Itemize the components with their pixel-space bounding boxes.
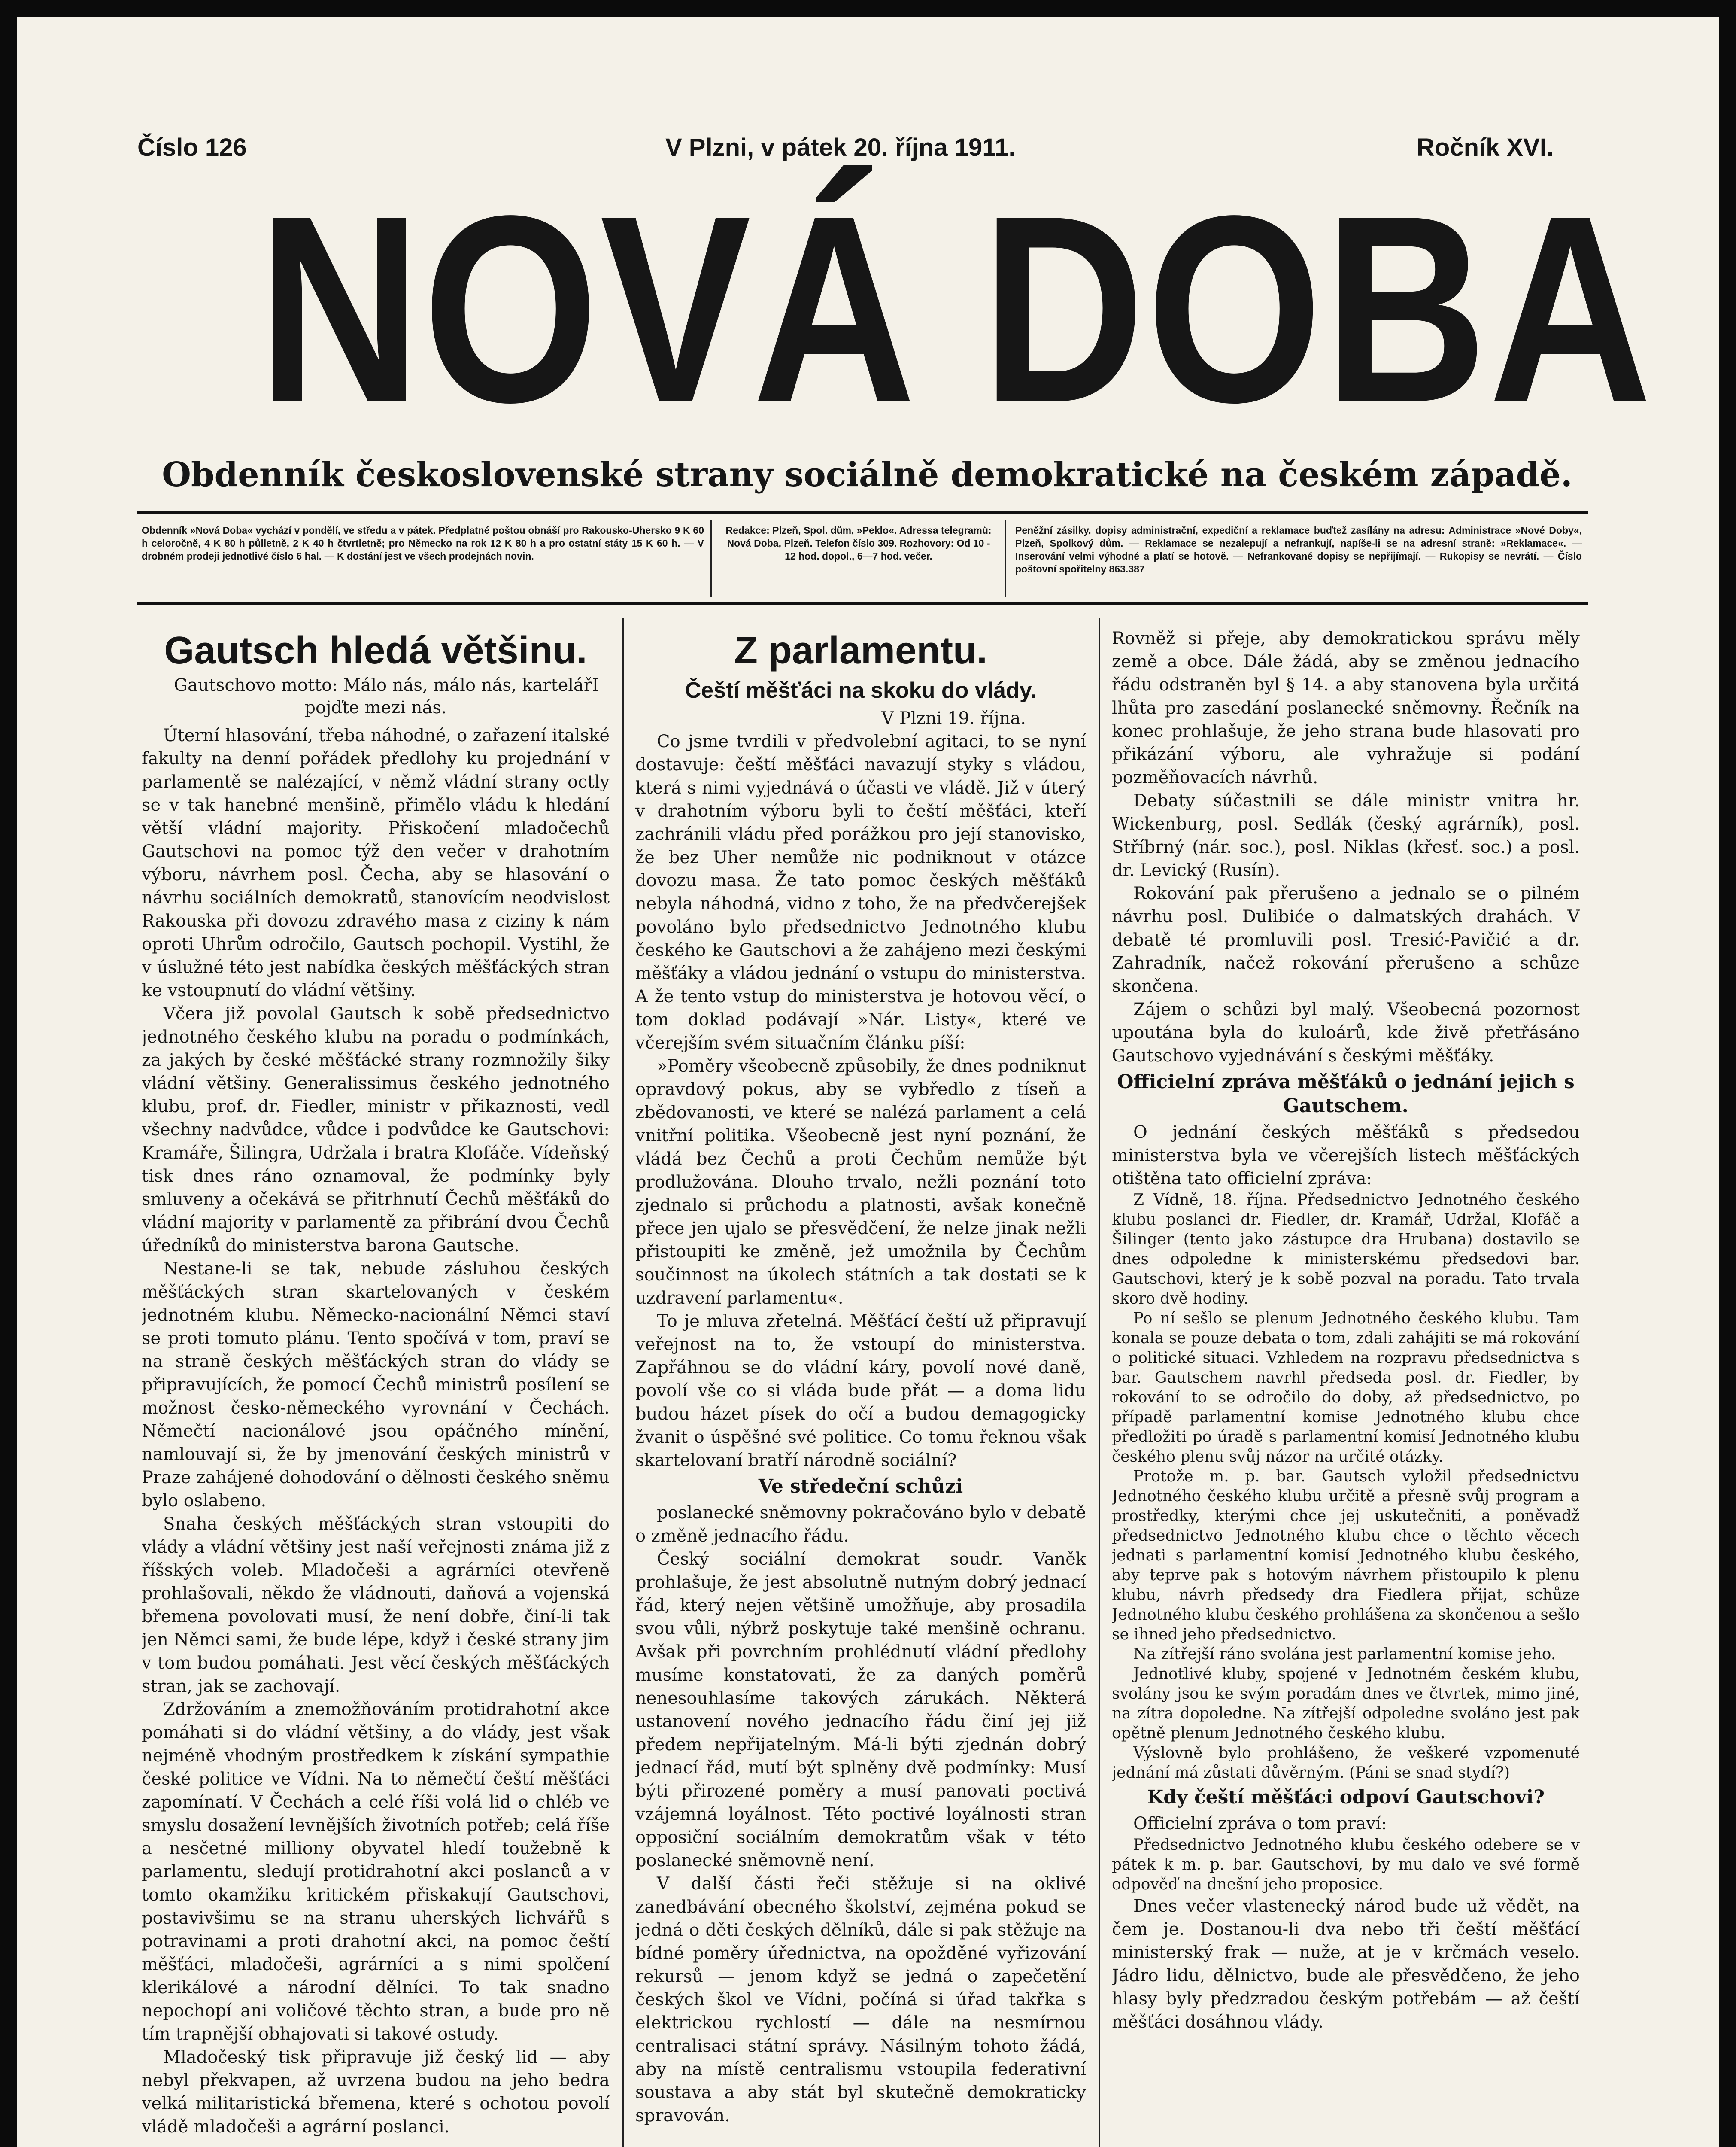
info-divider-2 bbox=[1005, 520, 1006, 597]
paragraph: To je mluva zřetelná. Měšťácí čeští už připravují veřejnost na to, že vstoupí do ministerstva. Zapřáhnou se do vládní káry, povolí nové daně, povolí vše co si vláda bude přát — a doma lidu budou házet písek do očí a budou demagogicky žvanit o úspěšné své politice. Co tomu řeknou však skartelovaní bratří národně sociální? bbox=[635, 1311, 1086, 1470]
official-paragraph: Po ní sešlo se plenum Jednotného českého klubu. Tam konala se pouze debata o tom, zdali zahájiti se má rokování o politické situaci. Vzhledem na rozpravu předsednictva s bar. Gautschem navrhl předseda posl. dr. Fiedler, by rokování to se odročilo do doby, až předsednictvo, po případě parlamentní komise Jednotného klubu chce předložiti po úradě s parlamentní komisí Jednotného klubu českého plenu svůj názor na určité otázky. bbox=[1112, 1310, 1580, 1466]
column-divider-1 bbox=[622, 618, 624, 2147]
article-parliament bbox=[635, 627, 1086, 2147]
paragraph: Včera již povolal Gautsch k sobě předsednictvo jednotného českého klubu na poradu o podmínkách, za jakých by české měšťácké strany rozmnožily šiky vládní většiny. Generalissimus českého jednotného klubu, prof. dr. Fiedler, ministr v přikaznosti, vedl všechny nadvůdce, vůdce i podvůdce ke Gautschovi: Kramáře, Šilingra, Udržala i bratra Klofáče. Vídeňský tisk dnes ráno oznamoval, že podmínky byly smluveny a očekává se přitrhnutí Čechů měšťáků do vládní majority v parlamentě za přibrání dvou Čechů úředníků do ministerstva barona Gautsche. bbox=[142, 1004, 610, 1256]
subhead-session: Ve středeční schůzi bbox=[758, 1475, 963, 1497]
paragraph: Český sociální demokrat soudr. Vaněk prohlašuje, že jest absolutně nutným dobrý jednací řád, který nejen většině umožňuje, aby prosadila svou vůli, nýbrž poskytuje také menšině ochranu. Avšak při povrchním prohlédnutí vládní předlohy musíme konstatovati, že za daných poměrů nenesouhlasíme takových zárukách. Některá ustanovení nového jednacího řádu činí jej již předem nepřijatelným. Má-li býti zjednán dobrý jednací řád, mutí být splněny dvě podmínky: Musí býti přirozené poměry a musí panovati poctivá vzájemná loyálnost. Této poctivé loyálnosti stran opposiční sociálním demokratům však v této poslanecké sněmovně není. bbox=[635, 1549, 1086, 1870]
administration-info: Peněžní zásilky, dopisy administrační, expediční a reklamace buďtež zasílány na adresu: Administrace »Nové Doby«, Plzeň, Spolkový dům. — Reklamace se nezalepují a nefrankují, napíše-li se na adresní straně: »Reklamace«. — Inserování velmi výhodné a platí se hotově. — Nefrankované dopisy se nepřijímají. — Rukopisy se nevrátí. — Číslo poštovní spořitelny 863.387 bbox=[1015, 525, 1582, 575]
paragraph: Mladočeský tisk připravuje již český lid — aby nebyl překvapen, až uvrzena budou na jeho bedra velká militaristická břemena, které s ochotou povolí vládě mladočeši a agrární poslanci. bbox=[142, 2047, 610, 2137]
paragraph: Zájem o schůzi byl malý. Všeobecná pozornost upoutána byla do kuloárů, kde živě přetřásáno Gautschovo vyjednávání s českými měšťáky. bbox=[1112, 1000, 1580, 1066]
article-gautsch bbox=[142, 627, 610, 2147]
paragraph: Zdržováním a znemožňováním protidrahotní akce pomáhati si do vládní většiny, a do vlády, jest však nejméně vhodným prostředkem k získání sympathie české politice ve Vídni. Na to němečtí čeští měšťáci zapomínatí. V Čechách a celé říši volá lid o chléb ve smyslu dosažení levnějších životních potřeb; celá říše a nesčetné milliony obyvatel hledí toužebně k parlamentu, sledují protidrahotní akci poslanců a v tomto okamžiku kritickém přiskakují Gautschovi, postavivšimu se na stranu uherských lichvářů s potravinami a proti drahotní akci, na pomoc čeští měšťáci, mladočeši, agrárníci a s nimi spolčení klerikálové a národní dělníci. To tak snadno nepochopí ani voličové těchto stran, a bude pro ně tím trapnější obhajovati si takové ostudy. bbox=[142, 1700, 610, 2044]
issue-volume: Ročník XVI. bbox=[1417, 134, 1554, 161]
official-paragraph: Protože m. p. bar. Gautsch vyložil předsednictvu Jednotného českého klubu určitě a přesně svůj program a prostředky, kterými chce jej uskutečniti, a poněvadž předsednictvo Jednotného klubu chce o těchto věcech jednati s parlamentní komisí Jednotného klubu českého, aby teprve pak s hotovým návrhem přistoupilo k plenu klubu, návrh předsedy dra Fiedlera přijat, schůze Jednotného klubu českého prohlášena za skončenou a sešlo se ihned jeho předsednictvo. bbox=[1112, 1468, 1580, 1643]
editorial-info: Redakce: Plzeň, Spol. dům, »Peklo«. Adressa telegramů: Nová Doba, Plzeň. Telefon číslo 309. Rozhovory: Od 10 - 12 hod. dopol., 6—7 hod. večer. bbox=[725, 525, 992, 562]
header-rule-bottom bbox=[137, 602, 1588, 605]
paragraph: Úterní hlasování, třeba náhodné, o zařazení italské fakulty na denní pořádek předlohy ku projednání v parlamentě se nalézající, v němž vládní strany octly se v tak hanebné menšině, přimělo vládu k hledání větší vládní majority. Přiskočení mladočechů Gautschovi na pomoc týž den večer v drahotním výboru, návrhem posl. Čecha, aby se hlasování o návrhu sociálních demokratů, stanovícím neodvislost Rakouska při dovozu zdravého masa z ciziny k nám oproti Uhrům odročilo, Gautsch pochopil. Vystihl, že v úslužné této jest nabídka českých měšťáckých stran ke vstoupnutí do vládní většiny. bbox=[142, 726, 610, 1001]
paragraph: Officielní zpráva o tom praví: bbox=[1133, 1814, 1387, 1834]
issue-number: Číslo 126 bbox=[137, 134, 247, 161]
paragraph: V další části řeči stěžuje si na oklivé zanedbávání obecného školství, zejména pokud se jedná o děti českých dělníků, dále si pak stěžuje na bídné poměry úřednictva, na opožděné vyřizování rekursů — jenom když se jedná o zapečetění českých škol ve Vídni, počíná si úřad takřka s elektrickou rychlostí — dále na nesmírnou centralisaci státní správy. Násilným tohoto žádá, aby na místě centralismu vstoupila federativní soustava a aby stát byl skutečně demokraticky spravován. bbox=[635, 1874, 1086, 2126]
paragraph: Snaha českých měšťáckých stran vstoupiti do vlády a vládní většiny jest naší veřejnosti známa již z říšských voleb. Mladočeši a agrárníci otevřeně prohlašovali, někdo že vládnouti, daňová a vojenská břemena povolovati musí, že není dobře, činí-li tak jen Němci sami, že bude lépe, když i české strany jim v tom budou pomáhati. Jest věcí českých měšťáckých stran, jak se zachovají. bbox=[142, 1514, 610, 1696]
paragraph: »Poměry všeobecně způsobily, že dnes podniknut opravdový pokus, aby se vybředlo z tíseň a zbědovanosti, ve které se nalézá parlament a celá vnitřní politika. Všeobecně jest nyní poznání, že vládá bez Čechů a proti Čechům nemůže být prodlužována. Dlouho trvalo, nežli poznání toto zjednalo si průchodu a platnosti, avšak konečně přece jen ujalo se přesvědčení, že nelze jinak nežli přistoupiti ke změně, jež umožnila by Čechům součinnost na úkolech státních a tak dostati se k uzdravení parlamentu«. bbox=[635, 1056, 1086, 1308]
official-paragraph: Výslovně bylo prohlášeno, že veškeré vzpomenuté jednání má zůstati důvěrným. (Páni se snad stydí?) bbox=[1112, 1744, 1580, 1782]
info-divider-1 bbox=[710, 520, 712, 597]
masthead-subtitle: Obdenník československé strany sociálně demokratické na českém západě. bbox=[162, 455, 1572, 494]
dateline: V Plzni 19. října. bbox=[881, 709, 1026, 728]
subscription-info: Obdenník »Nová Doba« vychází v pondělí, ve středu a v pátek. Předplatné poštou obnáší pro Rakousko-Uhersko 9 K 60 h celoročně, 4 K 80 h půlletně, 2 K 40 h čtvrtletně; pro Německo na rok 12 K 80 h a pro ostatní státy 15 K 60 h. — V drobném prodeji jednotlivé číslo 6 hal. — K dostání jest ve všech prodejnách novin. bbox=[142, 525, 704, 562]
headline-parliament: Z parlamentu. bbox=[734, 629, 988, 672]
header-rule-top bbox=[137, 511, 1588, 514]
article-continued bbox=[1112, 627, 1580, 2147]
official-paragraph: Z Vídně, 18. října. Předsednictvo Jednotného českého klubu poslanci dr. Fiedler, dr. Kramář, Udržal, Klofáč a Šilinger (tento jako zástupce dra Hrubana) dostavilo se dnes odpoledne k ministerskému předsedovi bar. Gautschovi, který je k sobě pozval na poradu. Tato trvala skoro dvě hodiny. bbox=[1112, 1191, 1580, 1308]
masthead-title: NOVÁ DOBA bbox=[258, 161, 1654, 458]
paragraph: Nestane-li se tak, nebude zásluhou českých měšťáckých stran skartelovaných v českém jednotném klubu. Německo-nacionální Němci staví se proti tomuto plánu. Tento spočívá v tom, praví se na straně českých měšťáckých stran do vlády se připravujících, že pomocí Čechů ministrů posílení se možnost česko-německého vyrovnání v Čechách. Němečtí nacionálové jsou opáčného mínění, namlouvají si, že by jmenování českých ministrů v Praze zahájené dohodování o dělnosti českého sněmu bylo oslabeno. bbox=[142, 1259, 610, 1511]
official-paragraph: Předsednictvo Jednotného klubu českého odebere se v pátek k m. p. bar. Gautschovi, by mu dalo ve své formě odpověď na dnešní jeho proposice. bbox=[1112, 1836, 1580, 1893]
paragraph: Rokování pak přerušeno a jednalo se o pilném návrhu posl. Dulibiće o dalmatských drahách. V debatě té promluvili posl. Tresić-Pavičić a dr. Zahradník, načež rokování přerušeno a schůze skončena. bbox=[1112, 884, 1580, 996]
subhead-official-report: Officielní zpráva měšťáků o jednání jejich s Gautschem. bbox=[1117, 1071, 1575, 1117]
newspaper-page bbox=[17, 17, 1719, 2147]
motto: Gautschovo motto: Málo nás, málo nás, kartelářI pojďte mezi nás. bbox=[174, 675, 599, 718]
official-paragraph: Jednotlivé kluby, spojené v Jednotném českém klubu, svolány jsou ke svým poradám dnes ve čtvrtek, mimo jiné, na zítra dopoledne. Na zítřejší odpoledne svoláno jest pak opětně plenum Jednotného českého klubu. bbox=[1112, 1665, 1580, 1742]
issue-dateline: V Plzni, v pátek 20. října 1911. bbox=[665, 134, 1016, 161]
paragraph: O jednání českých měšťáků s předsedou ministerstva byla ve včerejších listech měšťáckých otištěna tato officielní zpráva: bbox=[1112, 1122, 1580, 1189]
subhead-answer: Kdy čeští měšťáci odpoví Gautschovi? bbox=[1147, 1786, 1545, 1808]
paragraph: Dnes večer vlastenecký národ bude už vědět, na čem je. Dostanou-li dva nebo tři čeští měšťácí ministerský frak — nuže, at je v krčmách veselo. Jádro lidu, dělnictvo, bude ale přesvědčeno, že jeho hlasy byly předzradou českým potřebám — až čeští měšťáci dosáhnou vlády. bbox=[1112, 1896, 1580, 2032]
subhead-parliament: Čeští měšťáci na skoku do vlády. bbox=[685, 678, 1037, 703]
paragraph: Rovněž si přeje, aby demokratickou správu měly země a obce. Dále žádá, aby se změnou jednacího řádu odstraněn byl § 14. a aby stanovena byla určitá lhůta pro zasedání poslanecké sněmovny. Řečník na konec prohlašuje, že jeho strana bude hlasovati pro přikázání výboru, ale vyhražuje si podání pozměňovacích návrhů. bbox=[1112, 629, 1580, 788]
issue-line bbox=[137, 133, 1567, 159]
paragraph: poslanecké sněmovny pokračováno bylo v debatě o změně jednacího řádu. bbox=[635, 1503, 1086, 1546]
paragraph: Co jsme tvrdili v předvolební agitaci, to se nyní dostavuje: čeští měšťáci navazují styky s vládou, která s nimi vyjednává o účasti ve vládě. Již v úterý v drahotním výboru byli to čeští měšťáci, kteří zachránili vládu před porážkou pro její stanovisko, že bez Uher nemůže nic podniknout v otázce dovozu masa. Že tato pomoc českých měšťáků nebyla náhodná, vidno z toho, že na předvčerejšek povoláno bylo předsednictvo Jednotného klubu českého ke Gautschovi a že zahájeno mezi českými měšťáky a vládou jednání o vstupu do ministerstva. A že tento vstup do ministerstva je hotovou věcí, o tom doklad podávají »Nár. Listy«, které ve včerejším svém situačním článku píší: bbox=[635, 732, 1086, 1053]
column-divider-2 bbox=[1099, 618, 1100, 2147]
official-paragraph: Na zítřejší ráno svolána jest parlamentní komise jeho. bbox=[1133, 1645, 1556, 1663]
headline-gautsch: Gautsch hledá většinu. bbox=[164, 629, 587, 672]
paragraph: Debaty súčastnili se dále ministr vnitra hr. Wickenburg, posl. Sedlák (český agrárník), posl. Stříbrný (nár. soc.), posl. Niklas (křesť. soc.) a posl. dr. Levický (Rusín). bbox=[1112, 791, 1580, 880]
